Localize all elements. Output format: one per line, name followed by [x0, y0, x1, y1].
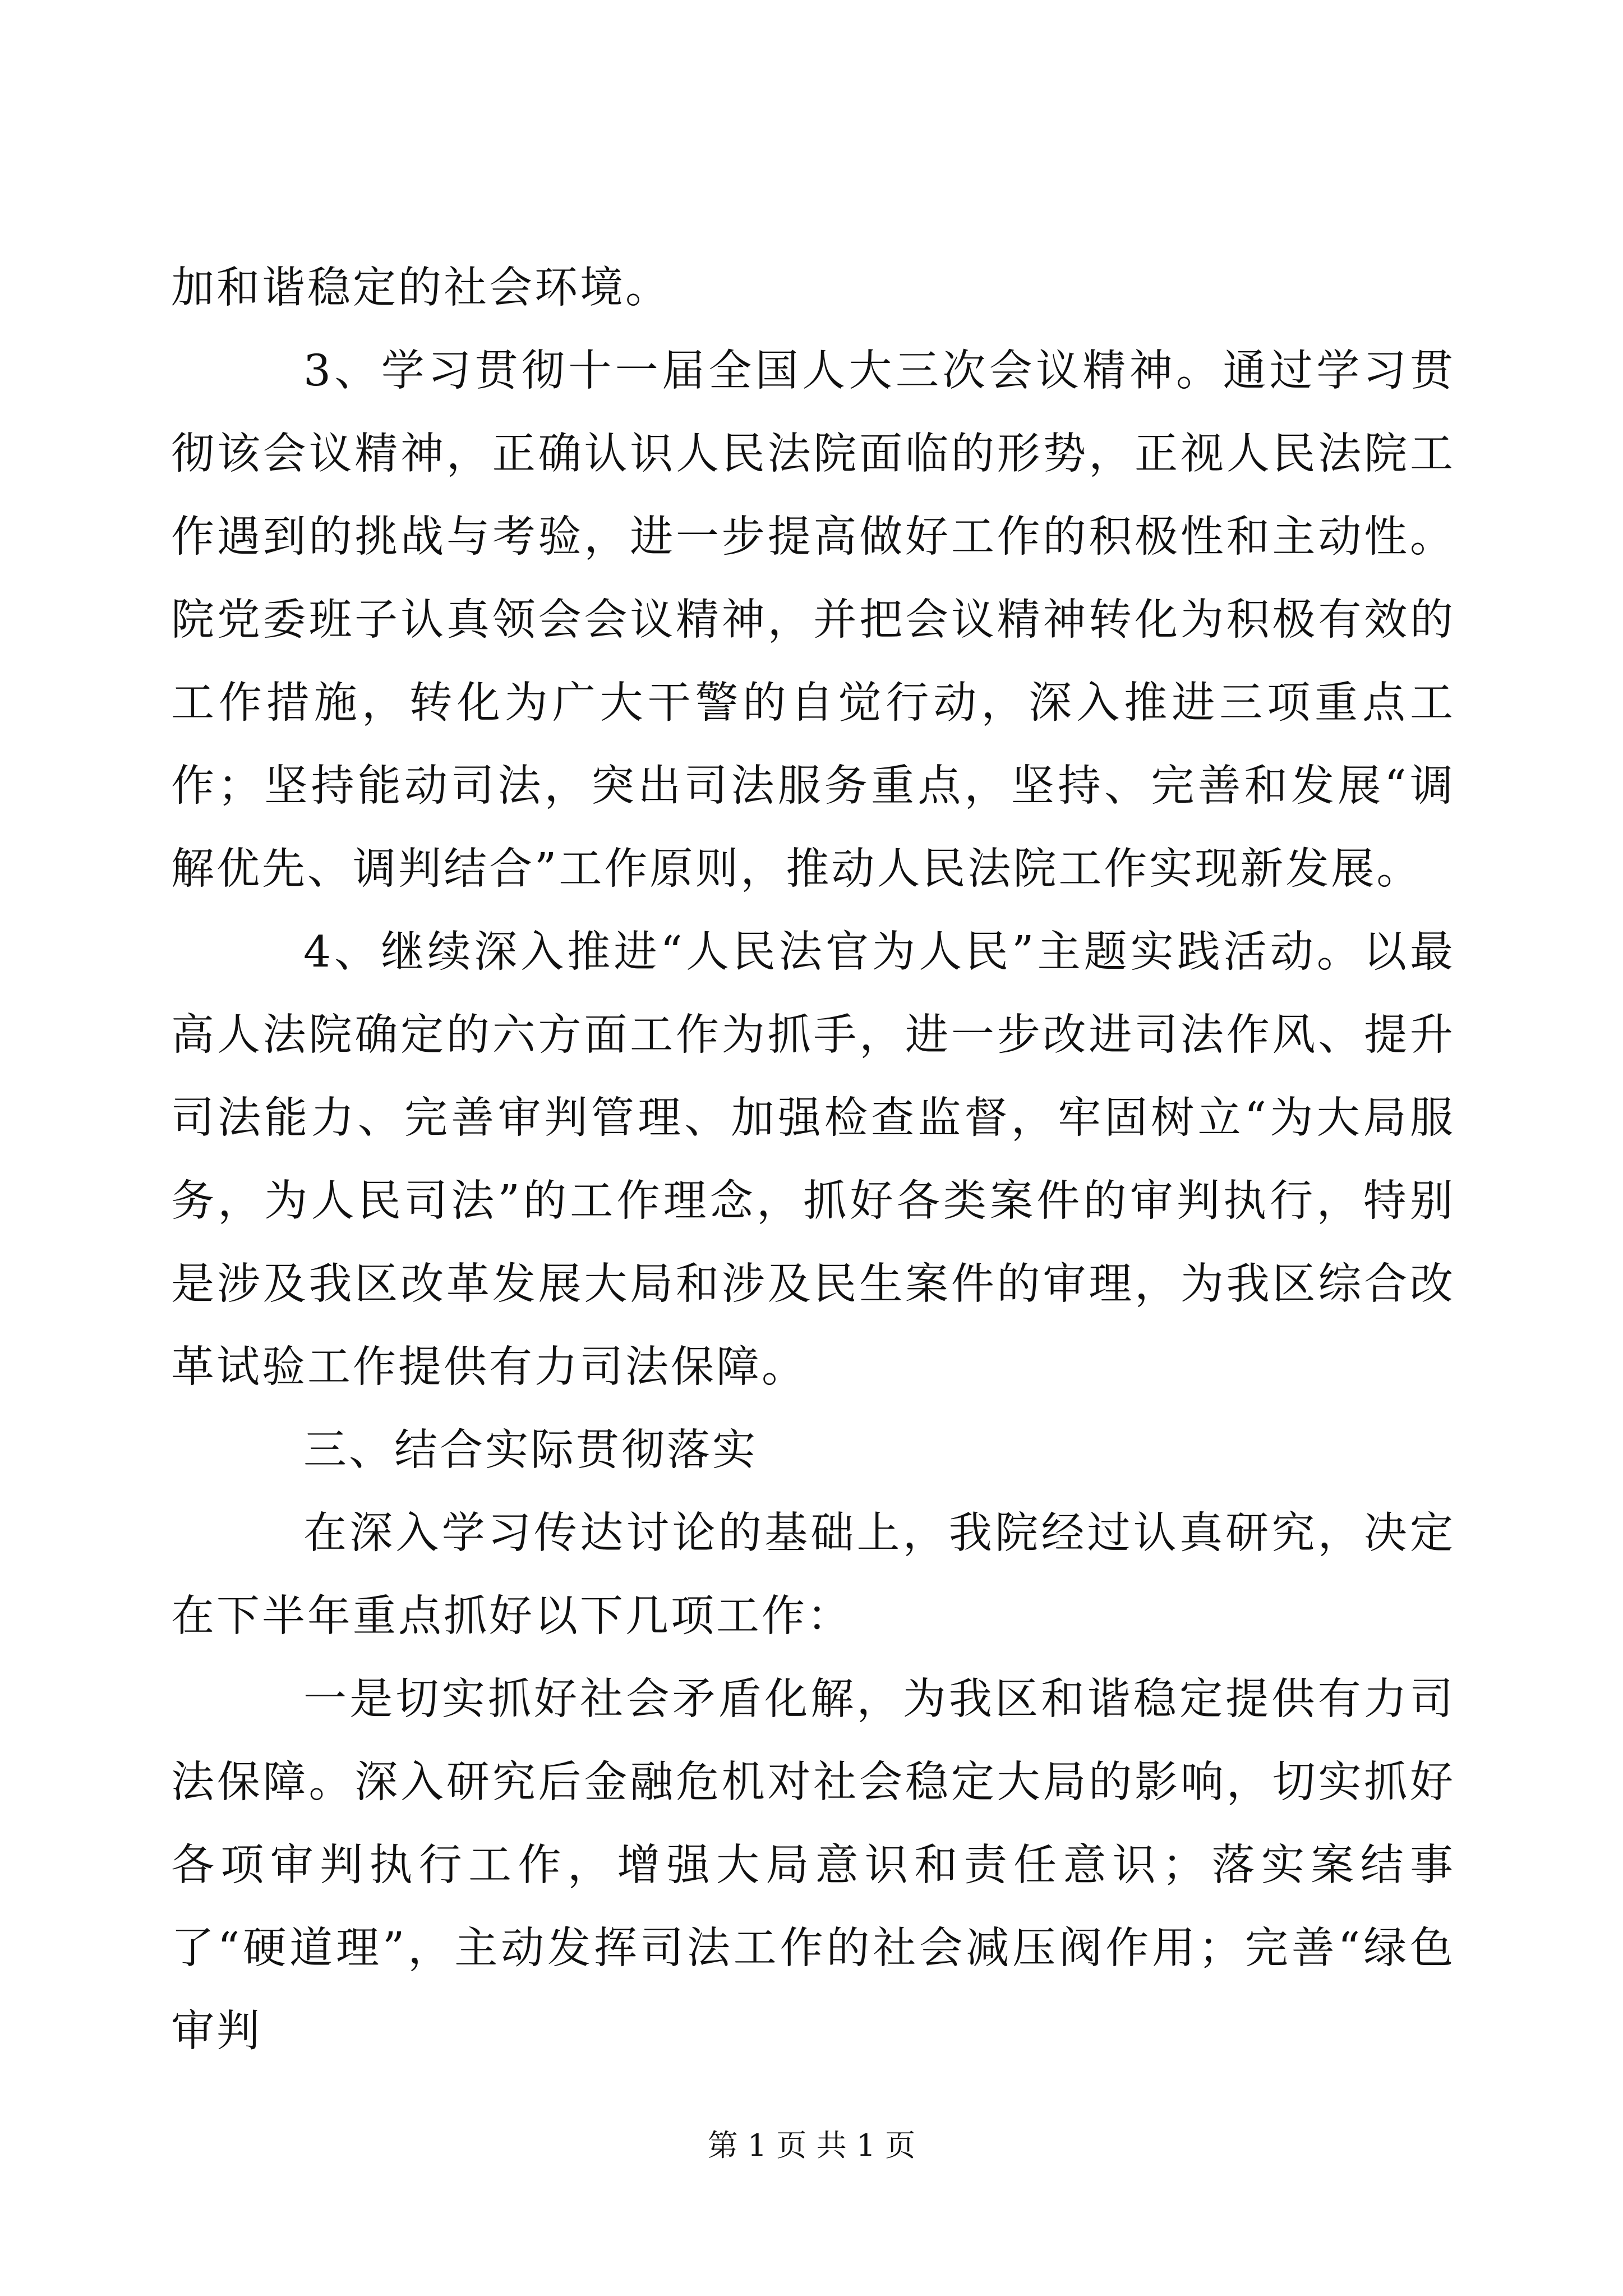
paragraph-5: 一是切实抓好社会矛盾化解，为我区和谐稳定提供有力司法保障。深入研究后金融危机对社会稳定大局的影响，切实抓好各项审判执行工作，增强大局意识和责任意识；落实案结事了“硬道理”，主动发挥司法工作的社会减压阀作用；完善“绿色审判	[171, 1674, 1455, 2056]
document-body	[171, 247, 1455, 2073]
paragraph-4: 在深入学习传达讨论的基础上，我院经过认真研究，决定在下半年重点抓好以下几项工作：	[171, 1508, 1455, 1641]
page-footer: 第 1 页 共 1 页	[707, 2128, 916, 2163]
paragraph-1: 加和谐稳定的社会环境。	[171, 263, 671, 313]
paragraph-3: 4、继续深入推进“人民法官为人民”主题实践活动。以最高人法院确定的六方面工作为抓手，进一步改进司法作风、提升司法能力、完善审判管理、加强检查监督，牢固树立“为大局服务，为人民司法”的工作理念，抓好各类案件的审判执行，特别是涉及我区改革发展大局和涉及民生案件的审理，为我区综合改革试验工作提供有力司法保障。	[171, 927, 1455, 1392]
paragraph-2: 3、学习贯彻十一届全国人大三次会议精神。通过学习贯彻该会议精神，正确认识人民法院面临的形势，正视人民法院工作遇到的挑战与考验，进一步提高做好工作的积极性和主动性。院党委班子认真领会会议精神，并把会议精神转化为积极有效的工作措施，转化为广大干警的自觉行动，深入推进三项重点工作；坚持能动司法，突出司法服务重点，坚持、完善和发展“调解优先、调判结合”工作原则，推动人民法院工作实现新发展。	[171, 346, 1455, 894]
section-heading: 三、结合实际贯彻落实	[303, 1425, 758, 1475]
